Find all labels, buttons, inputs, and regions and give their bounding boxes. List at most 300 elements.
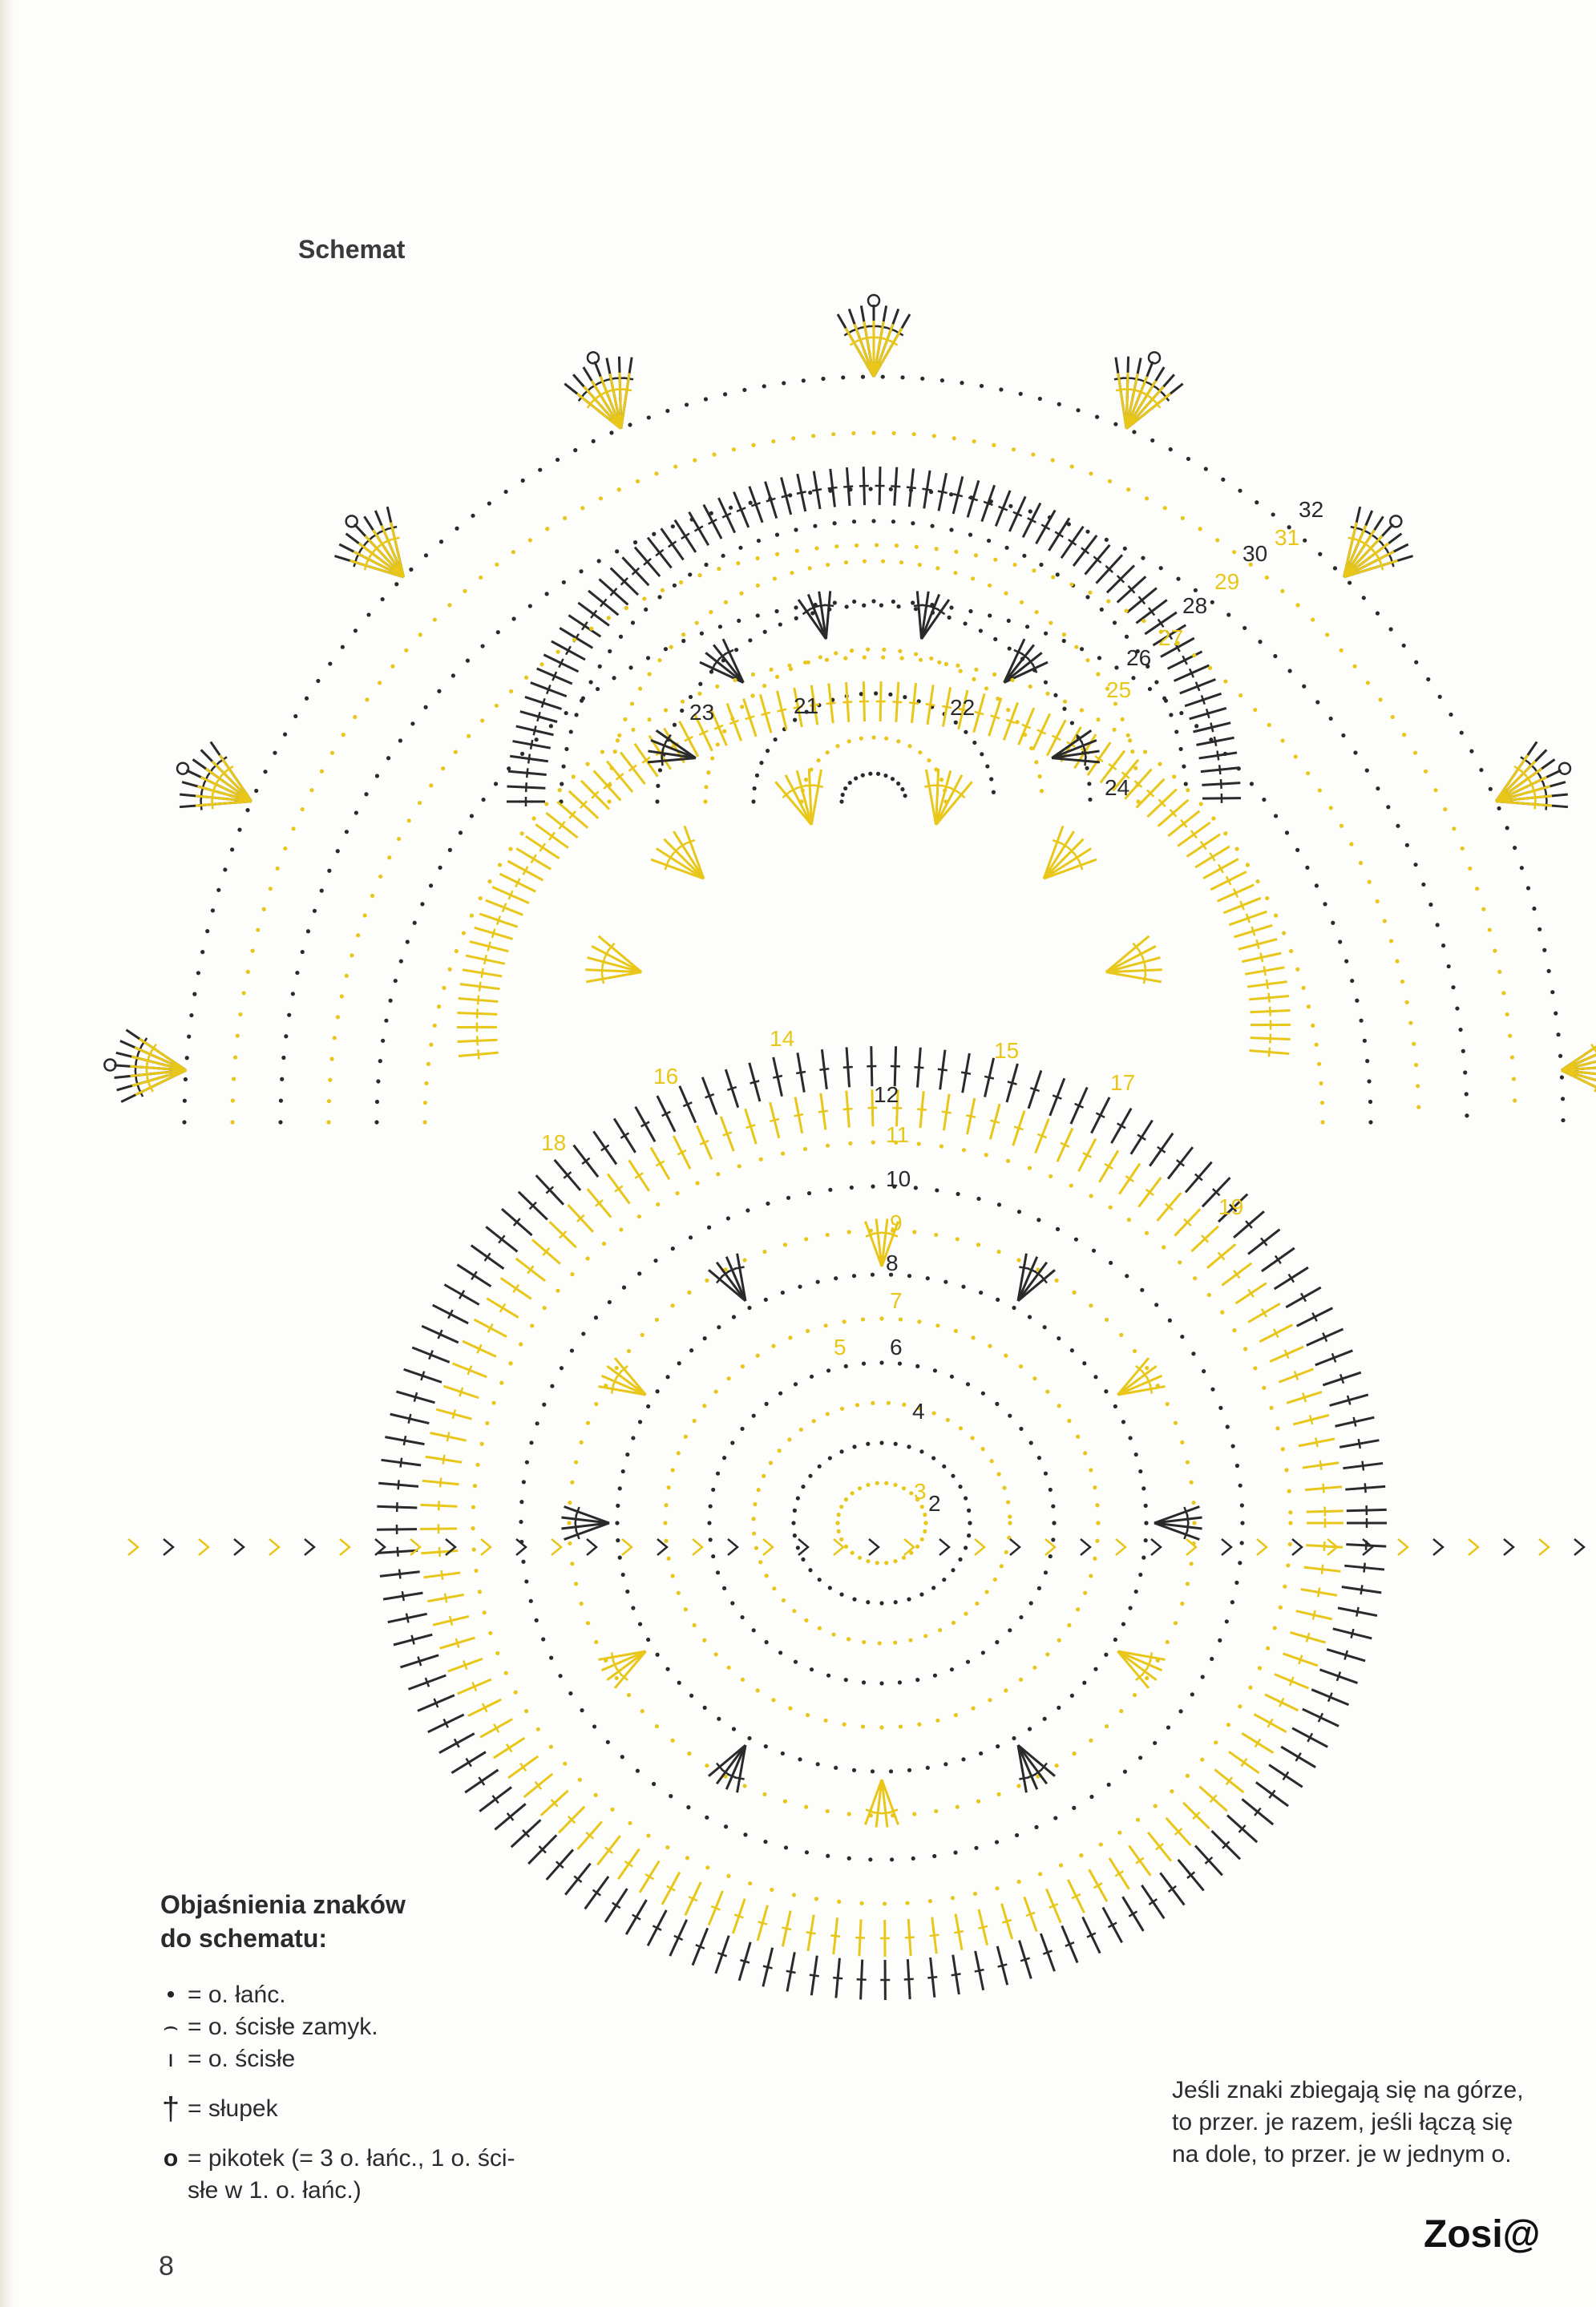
chain-dot — [689, 1235, 693, 1239]
chain-dot — [798, 1757, 802, 1761]
chain-dot — [1488, 927, 1492, 931]
chain-dot — [256, 927, 260, 931]
chain-dot — [429, 783, 433, 787]
chain-dot — [934, 1809, 938, 1813]
stitch-cross — [953, 494, 963, 496]
chain-dot — [840, 1407, 844, 1411]
chain-dot — [1070, 464, 1074, 468]
chain-dot — [1282, 931, 1286, 935]
chain-dot — [568, 1501, 572, 1505]
stitch-cross — [740, 1960, 750, 1962]
stitch-cross — [445, 1594, 446, 1603]
chain-dot — [597, 559, 601, 563]
chain-dot — [677, 1591, 681, 1595]
stitch-cross — [891, 486, 900, 487]
chain-dot — [439, 539, 443, 543]
chain-dot — [1080, 708, 1084, 712]
chain-dot — [796, 1496, 800, 1500]
chain-dot — [1112, 728, 1116, 732]
chain-dot — [686, 1805, 690, 1809]
chain-dot — [399, 960, 403, 964]
chain-dot — [1133, 1349, 1137, 1353]
chain-dot — [774, 737, 778, 741]
chain-dot — [751, 799, 755, 803]
stitch-cross — [1354, 1417, 1356, 1427]
chain-dot — [437, 689, 441, 693]
chain-dot — [441, 766, 445, 770]
stitch-cross — [534, 726, 536, 736]
chain-dot — [716, 1172, 720, 1176]
chain-dot — [861, 774, 865, 778]
chain-dot — [826, 1412, 830, 1416]
chain-dot — [826, 1674, 830, 1678]
stitch-cross — [1303, 1393, 1306, 1402]
chain-dot — [931, 1456, 935, 1460]
chain-dot — [1144, 1538, 1148, 1542]
chain-dot — [535, 737, 539, 741]
chain-dot — [1113, 701, 1117, 705]
chain-dot — [1063, 700, 1067, 704]
stitch-cross — [818, 1111, 828, 1113]
stitch-cross — [482, 968, 483, 978]
chain-dot — [1542, 948, 1546, 952]
chain-dot — [278, 1120, 282, 1124]
chain-dot — [640, 1709, 644, 1713]
chain-dot — [1359, 1019, 1363, 1023]
stitch-cross — [750, 1081, 760, 1083]
chain-dot — [1093, 1557, 1097, 1561]
chain-dot — [726, 1216, 730, 1220]
stitch-cross — [857, 1979, 867, 1980]
chain-dot — [1166, 1402, 1170, 1406]
chain-dot — [1331, 921, 1335, 925]
chain-dot — [765, 1574, 769, 1578]
stitch-cross — [961, 1073, 971, 1074]
chain-dot — [1012, 563, 1016, 567]
chain-dot — [739, 592, 743, 596]
chain-dot — [633, 540, 637, 544]
chain-dot — [992, 673, 996, 677]
stitch-cross — [414, 1392, 417, 1402]
chain-dot — [1150, 438, 1154, 442]
stitch-cross — [1217, 751, 1218, 761]
chain-dot — [1037, 1586, 1041, 1590]
chain-dot — [1028, 1315, 1032, 1319]
chain-dot — [1019, 1615, 1023, 1619]
chain-dot — [1493, 949, 1497, 953]
chain-dot — [1128, 1436, 1132, 1440]
chain-dot — [917, 1319, 921, 1323]
stitch-cross — [1310, 1415, 1312, 1424]
chain-dot — [866, 1559, 870, 1563]
chain-dot — [935, 1188, 939, 1192]
chain-dot — [1505, 1012, 1509, 1016]
stitch-cross — [745, 716, 754, 719]
chain-dot — [1016, 1784, 1020, 1788]
chain-dot — [636, 479, 640, 483]
picot-mark — [1390, 515, 1401, 527]
chain-dot — [418, 632, 422, 636]
edge-chevron — [587, 1539, 596, 1555]
chain-dot — [942, 1578, 946, 1582]
chain-dot — [613, 749, 617, 754]
chain-dot — [1054, 1764, 1058, 1768]
chain-dot — [1350, 979, 1354, 983]
chain-dot — [726, 1376, 730, 1380]
row-number-19: 19 — [1218, 1194, 1244, 1219]
chain-dot — [890, 1857, 894, 1861]
chain-dot — [794, 1660, 798, 1664]
chain-dot — [783, 1800, 787, 1804]
legend-text: = słupek — [188, 2095, 278, 2122]
chain-dot — [1359, 861, 1363, 865]
chain-dot — [667, 1557, 671, 1561]
fan-stitch — [620, 373, 621, 429]
chain-dot — [1067, 522, 1071, 526]
chain-dot — [995, 1402, 999, 1406]
chain-dot — [535, 1421, 539, 1425]
chain-dot — [900, 375, 904, 379]
chain-dot — [1095, 1539, 1099, 1543]
chain-dot — [644, 608, 648, 612]
chain-dot — [448, 848, 452, 852]
chain-dot — [1141, 1486, 1145, 1490]
chain-dot — [884, 1561, 888, 1565]
chain-dot — [594, 1315, 598, 1319]
chain-dot — [935, 566, 939, 570]
chain-dot — [775, 533, 779, 537]
chain-dot — [783, 1242, 787, 1246]
edge-chevron — [1151, 1539, 1161, 1555]
chain-dot — [732, 1315, 736, 1319]
stitch-cross — [399, 1570, 400, 1579]
chain-dot — [1057, 1404, 1061, 1408]
chain-dot — [756, 556, 760, 560]
chain-dot — [902, 1556, 906, 1560]
chain-dot — [656, 1202, 660, 1206]
chain-dot — [1180, 1335, 1184, 1339]
chain-dot — [723, 392, 727, 396]
row-number-7: 7 — [890, 1288, 903, 1313]
chain-dot — [928, 1899, 932, 1903]
chain-dot — [806, 1713, 810, 1717]
chain-dot — [1211, 816, 1215, 820]
chain-dot — [1051, 459, 1055, 463]
chain-dot — [627, 1693, 631, 1697]
chain-dot — [837, 1529, 841, 1533]
chain-dot — [1134, 1452, 1138, 1457]
fan-stitch — [196, 802, 252, 806]
chain-dot — [1025, 624, 1029, 628]
chain-dot — [236, 1034, 240, 1038]
chain-dot — [524, 1709, 528, 1713]
chain-dot — [539, 662, 543, 666]
chain-dot — [972, 741, 976, 745]
chain-dot — [1089, 1468, 1093, 1472]
chain-dot — [1497, 970, 1501, 974]
chain-dot — [1537, 927, 1541, 931]
stitch-cross — [843, 1067, 853, 1068]
chain-dot — [525, 1461, 529, 1465]
chain-dot — [1088, 591, 1092, 595]
chain-dot — [1379, 697, 1383, 701]
chain-dot — [654, 471, 658, 475]
chain-dot — [722, 729, 726, 733]
fan-stitch — [826, 591, 830, 639]
chain-dot — [1319, 1081, 1323, 1085]
chain-dot — [895, 543, 899, 547]
stitch-cross — [914, 1067, 923, 1068]
edge-chevron — [481, 1539, 491, 1555]
chain-dot — [1414, 1063, 1418, 1067]
chain-dot — [954, 1329, 958, 1333]
chain-dot — [690, 517, 694, 521]
stitch-cross — [1221, 779, 1222, 789]
chain-dot — [1089, 471, 1093, 475]
chain-dot — [959, 669, 963, 673]
chain-dot — [987, 539, 991, 543]
legend-text: = o. łańc. — [188, 1982, 286, 2008]
legend-text: = o. ścisłe zamyk. — [188, 2014, 378, 2040]
chain-dot — [833, 521, 837, 525]
chain-dot — [1461, 846, 1465, 850]
chain-dot — [1138, 1756, 1142, 1760]
stitch-cross — [975, 712, 984, 714]
chain-dot — [952, 1621, 956, 1625]
chain-dot — [1057, 402, 1061, 406]
chain-dot — [1465, 1092, 1469, 1096]
chain-dot — [363, 913, 367, 917]
chain-dot — [824, 1719, 828, 1723]
chain-dot — [1062, 639, 1066, 643]
chain-dot — [381, 597, 385, 601]
chain-dot — [231, 1098, 235, 1102]
chain-dot — [1200, 1757, 1204, 1761]
row-number-4: 4 — [912, 1399, 925, 1424]
chain-dot — [951, 1474, 955, 1478]
chain-dot — [1089, 1303, 1093, 1307]
stitch-cross — [927, 1977, 937, 1978]
chain-dot — [944, 662, 948, 666]
chain-dot — [871, 1141, 875, 1145]
chain-dot — [1096, 717, 1100, 721]
chain-dot — [1198, 527, 1202, 531]
chain-dot — [665, 1845, 669, 1849]
chain-dot — [871, 1769, 875, 1773]
chain-dot — [687, 1291, 691, 1295]
chain-dot — [771, 1344, 775, 1348]
chain-dot — [530, 1323, 534, 1327]
chain-dot — [989, 777, 993, 781]
row-number-16: 16 — [653, 1064, 679, 1089]
edge-chevron — [975, 1539, 984, 1555]
chain-dot — [954, 721, 958, 725]
fan-cross — [622, 389, 632, 390]
chain-dot — [811, 434, 815, 438]
chain-dot — [1008, 646, 1012, 650]
chain-dot — [230, 847, 234, 851]
chain-dot — [887, 1401, 891, 1405]
chain-dot — [1199, 802, 1203, 806]
chain-dot — [756, 1688, 760, 1692]
chain-dot — [979, 628, 983, 632]
chain-dot — [1305, 866, 1309, 870]
chain-dot — [1286, 1563, 1290, 1567]
chain-dot — [594, 1640, 598, 1644]
chain-dot — [536, 1727, 540, 1731]
chain-dot — [1029, 1601, 1033, 1605]
chain-dot — [926, 1276, 930, 1280]
chain-dot — [621, 1573, 625, 1577]
chain-dot — [762, 684, 766, 688]
chain-dot — [647, 717, 651, 721]
chain-dot — [896, 739, 900, 743]
chain-dot — [995, 1886, 999, 1890]
chain-dot — [1109, 1206, 1113, 1210]
chain-dot — [1082, 1361, 1086, 1365]
chain-dot — [931, 1586, 935, 1590]
chain-dot — [773, 576, 777, 580]
edge-chevron — [728, 1539, 737, 1555]
chain-dot — [295, 971, 299, 975]
chain-dot — [959, 1426, 963, 1430]
chain-dot — [968, 533, 972, 537]
edge-chevron — [1116, 1539, 1125, 1555]
chain-dot — [1301, 986, 1305, 990]
chain-dot — [474, 1569, 478, 1573]
chain-dot — [1179, 711, 1183, 715]
chain-dot — [1214, 1740, 1218, 1744]
chain-dot — [1368, 1120, 1372, 1124]
chain-dot — [394, 582, 398, 586]
chain-dot — [1002, 1486, 1006, 1490]
chain-dot — [756, 584, 760, 588]
chain-dot — [1270, 1406, 1274, 1410]
chain-dot — [1178, 747, 1182, 751]
chain-dot — [762, 384, 766, 388]
chain-dot — [883, 774, 887, 778]
chain-dot — [592, 439, 596, 443]
chain-dot — [717, 1325, 721, 1329]
stitch-cross — [439, 1547, 440, 1557]
chain-dot — [1275, 1426, 1279, 1430]
stitch-cross — [966, 1115, 976, 1117]
chain-dot — [631, 1436, 635, 1440]
chain-dot — [749, 501, 753, 505]
chain-dot — [306, 929, 310, 933]
chain-dot — [769, 1461, 773, 1465]
row-number-labels — [541, 497, 1323, 1516]
chain-dot — [989, 499, 993, 503]
chain-dot — [996, 1792, 1000, 1796]
chain-dot — [831, 1632, 835, 1636]
chain-dot — [1556, 1032, 1560, 1036]
chain-dot — [976, 1242, 980, 1246]
chain-dot — [638, 1420, 642, 1424]
chain-dot — [637, 1271, 641, 1275]
chain-dot — [1323, 902, 1327, 906]
chain-dot — [1130, 749, 1134, 754]
chain-dot — [964, 621, 968, 625]
chain-dot — [640, 1333, 644, 1337]
stitch-cross — [1264, 966, 1266, 976]
chain-dot — [915, 1678, 919, 1682]
chain-dot — [984, 1153, 988, 1157]
chain-dot — [205, 929, 209, 933]
fan-stitch — [621, 373, 629, 428]
chain-dot — [854, 776, 858, 780]
chain-dot — [752, 1414, 756, 1418]
chain-dot — [889, 487, 893, 491]
chain-dot — [621, 1469, 625, 1473]
chain-dot — [656, 784, 660, 788]
chain-dot — [993, 558, 997, 562]
stitch-cross — [990, 1121, 1000, 1123]
chain-dot — [1190, 1692, 1194, 1696]
chain-dot — [279, 1099, 283, 1103]
stitch-cross — [1348, 1396, 1350, 1405]
chain-dot — [1561, 1097, 1565, 1101]
chain-dot — [327, 1099, 331, 1103]
chain-dot — [1028, 1166, 1032, 1170]
chain-dot — [625, 1452, 629, 1457]
chain-dot — [808, 566, 812, 570]
chain-dot — [580, 1602, 584, 1606]
chain-dot — [1127, 1218, 1131, 1222]
chain-dot — [988, 584, 992, 588]
chain-dot — [1119, 1709, 1123, 1713]
chain-dot — [828, 1456, 832, 1460]
chain-dot — [638, 1622, 642, 1626]
chain-dot — [1460, 730, 1464, 734]
chain-dot — [479, 896, 483, 900]
chain-dot — [1267, 723, 1271, 727]
stitch-cross — [938, 491, 947, 493]
chain-dot — [952, 436, 956, 440]
stitch-cross — [786, 1971, 796, 1973]
chain-dot — [447, 603, 451, 607]
chain-dot — [579, 569, 583, 573]
chain-dot — [852, 519, 856, 523]
chain-dot — [664, 708, 668, 712]
chain-dot — [667, 1485, 671, 1489]
chain-dot — [813, 524, 817, 528]
chain-dot — [693, 1419, 697, 1423]
chain-dot — [852, 1444, 856, 1448]
legend-item-picot — [160, 2143, 609, 2207]
chain-dot — [1029, 1440, 1033, 1444]
chain-dot — [625, 1590, 629, 1594]
chain-dot — [1093, 1667, 1097, 1671]
chain-dot — [879, 1360, 883, 1364]
chain-dot — [730, 1601, 734, 1605]
chain-dot — [742, 1258, 746, 1262]
chain-dot — [1218, 1406, 1222, 1410]
chain-dot — [1145, 1676, 1149, 1680]
fan-cross — [602, 974, 604, 984]
chain-dot — [842, 1319, 846, 1323]
chain-dot — [293, 714, 297, 718]
chain-dot — [899, 560, 903, 564]
chain-dot — [741, 1364, 745, 1368]
chain-dot — [451, 673, 455, 677]
chain-dot — [891, 600, 895, 604]
chain-dot — [589, 680, 593, 684]
chain-dot — [365, 697, 369, 701]
chain-dot — [679, 580, 683, 584]
chain-dot — [826, 1144, 830, 1148]
chain-dot — [879, 1601, 883, 1605]
